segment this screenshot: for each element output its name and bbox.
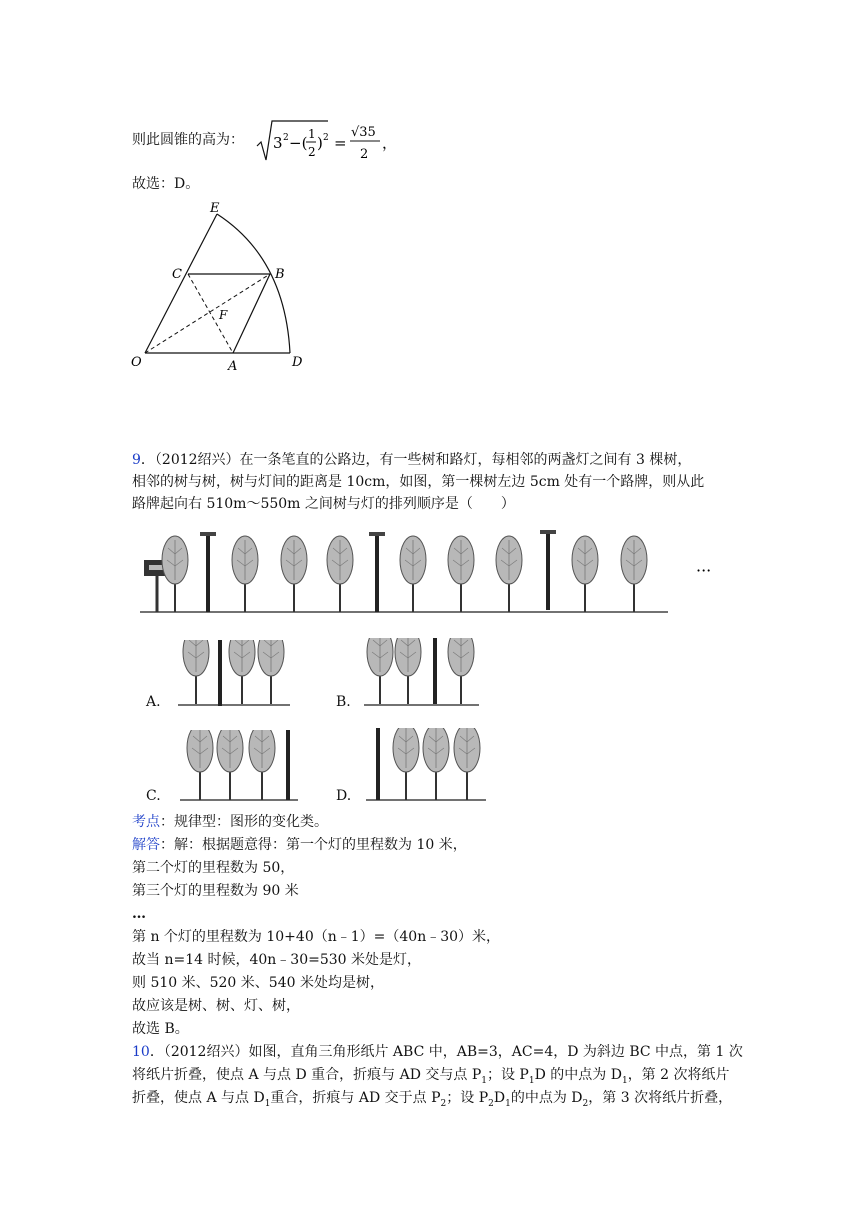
- jieda-line-2: 第三个灯的里程数为 90 米: [132, 883, 299, 899]
- q10-line3-sub5: 2: [582, 1098, 589, 1109]
- option-c-tree-3: [249, 730, 275, 800]
- q10-line3-e: 的中点为 D: [510, 1090, 583, 1106]
- q10-line1-text: ．（2012绍兴）如图，直角三角形纸片 ABC 中，AB=3，AC=4，D 为斜边 BC 中点，第 1 次: [149, 1044, 743, 1060]
- arc-ed: [217, 214, 290, 353]
- option-b-figure: [364, 638, 482, 710]
- lamp-2: [369, 532, 385, 612]
- kaodian-line: [132, 812, 328, 832]
- jieda-line-0: ：解：根据题意得：第一个灯的里程数为 10 米，: [160, 837, 467, 853]
- q10-line2: [132, 1065, 730, 1091]
- formula-minus: −(: [289, 134, 308, 152]
- label-a: A: [228, 359, 238, 374]
- q10-line2-d: ，第 2 次将纸片: [627, 1067, 730, 1083]
- q10-line2-sub2: 1: [528, 1075, 535, 1086]
- q10-line3-b: 重合，折痕与 AD 交于点 P: [270, 1090, 441, 1106]
- q10-line3-sub2: 2: [440, 1098, 447, 1109]
- formula-svg: [256, 118, 396, 164]
- answer-line: 故选：D。: [132, 176, 200, 192]
- tree-3: [281, 536, 307, 612]
- tree-1: [162, 536, 188, 612]
- q10-line3-c: ；设 P: [446, 1090, 489, 1106]
- trees-lamps-figure: [140, 522, 730, 632]
- option-d-tree-1: [393, 728, 419, 800]
- label-b: B: [275, 267, 285, 282]
- q10-line2-sub3: 1: [621, 1075, 628, 1086]
- formula-frac-den: 2: [308, 145, 316, 159]
- option-a-lamp: [212, 640, 228, 706]
- lamp-3: [540, 530, 556, 610]
- option-d-tree-3: [454, 728, 480, 800]
- option-c-lamp: [280, 730, 296, 800]
- formula-rhs-den: 2: [360, 147, 369, 162]
- formula-exp: 2: [283, 133, 289, 143]
- tree-7: [496, 536, 522, 612]
- q10-line3-sub1: 1: [264, 1098, 271, 1109]
- option-b-tree-3: [448, 638, 474, 704]
- lamp-1: [200, 532, 216, 612]
- jieda-line-8: 故选 B。: [132, 1021, 189, 1037]
- formula-eq: =: [334, 134, 347, 152]
- cone-height-line: [132, 130, 244, 150]
- option-d-figure: [366, 728, 490, 804]
- jieda-line-3: …: [132, 906, 146, 922]
- q10-number: 10: [132, 1044, 150, 1060]
- sector-figure: [125, 198, 310, 378]
- option-c-label: C.: [146, 788, 161, 804]
- q10-line1: [132, 1042, 743, 1062]
- segment-oe: [145, 214, 217, 353]
- tree-2: [232, 536, 258, 612]
- label-e: E: [210, 201, 220, 216]
- option-c-tree-1: [187, 730, 213, 800]
- jieda-line-4: 第 n 个灯的里程数为 10+40（n﹣1）=（40n﹣30）米，: [132, 929, 501, 945]
- formula-frac-num: 1: [308, 127, 316, 141]
- jieda-label: 解答: [132, 837, 160, 853]
- q9-number: 9: [132, 452, 141, 468]
- formula-close: ): [317, 134, 323, 152]
- label-f: F: [219, 308, 228, 322]
- kaodian-text: ：规律型：图形的变化类。: [160, 814, 328, 830]
- cone-height-formula: [256, 118, 396, 168]
- q10-line3-a: 折叠，使点 A 与点 D: [132, 1090, 265, 1106]
- option-c-figure: [180, 730, 300, 804]
- tree-8: [572, 536, 598, 612]
- jieda-line-6: 则 510 米、520 米、540 米处均是树，: [132, 975, 384, 991]
- option-a-figure: [178, 640, 293, 710]
- formula-base: 3: [273, 134, 283, 152]
- option-a-tree-3: [258, 640, 284, 704]
- option-c-tree-2: [217, 730, 243, 800]
- jieda-line-7: 故应该是树、树、灯、树，: [132, 998, 300, 1014]
- cone-height-label: 则此圆锥的高为：: [132, 132, 244, 148]
- option-b-tree-2: [395, 638, 421, 704]
- q9-line3: 路牌起向右 510m～550m 之间树与灯的排列顺序是（ ）: [132, 496, 515, 512]
- option-b-label: B.: [336, 694, 351, 710]
- option-a-tree-2: [229, 640, 255, 704]
- label-o: O: [131, 355, 142, 370]
- q10-line3: [132, 1088, 732, 1114]
- q10-line2-c: D 的中点为 D: [534, 1067, 622, 1083]
- q9-line1-text: ．（2012绍兴）在一条笔直的公路边，有一些树和路灯，每相邻的两盏灯之间有 3 棵树，: [140, 452, 692, 468]
- segment-ba: [233, 274, 270, 353]
- tree-5: [400, 536, 426, 612]
- tree-6: [448, 536, 474, 612]
- q9-line1: [132, 450, 691, 470]
- q10-line3-sub4: 1: [505, 1098, 511, 1109]
- option-d-label: D.: [336, 788, 352, 804]
- kaodian-label: 考点: [132, 814, 160, 830]
- formula-trail: ，: [382, 134, 396, 152]
- q10-line3-d: D: [493, 1090, 506, 1106]
- jieda-line-1: 第二个灯的里程数为 50，: [132, 860, 295, 876]
- figure-ellipsis: ···: [696, 561, 712, 580]
- formula-exp2: 2: [323, 133, 329, 143]
- jieda-line-5: 故当 n=14 时候，40n﹣30=530 米处是灯，: [132, 952, 422, 968]
- q10-line2-sub1: 1: [481, 1075, 487, 1086]
- jieda-line: [132, 835, 467, 855]
- q10-line3-sub3: 2: [488, 1098, 494, 1109]
- label-c: C: [172, 267, 182, 282]
- q9-line2: 相邻的树与树，树与灯间的距离是 10cm，如图，第一棵树左边 5cm 处有一个路牌，则从此: [132, 474, 705, 490]
- option-a-label: A.: [146, 694, 161, 710]
- option-b-tree-1: [367, 638, 393, 704]
- formula-rhs-num: √35: [351, 125, 376, 140]
- q10-line2-a: 将纸片折叠，使点 A 与点 D 重合，折痕与 AD 交与点 P: [132, 1067, 482, 1083]
- option-a-tree-1: [183, 640, 209, 704]
- option-d-lamp: [370, 728, 386, 800]
- label-d: D: [292, 355, 303, 370]
- tree-4: [327, 536, 353, 612]
- q10-line2-b: ；设 P: [486, 1067, 529, 1083]
- tree-9: [621, 536, 647, 612]
- q10-line3-f: ，第 3 次将纸片折叠，: [588, 1090, 733, 1106]
- option-b-lamp: [427, 638, 443, 704]
- option-d-tree-2: [423, 728, 449, 800]
